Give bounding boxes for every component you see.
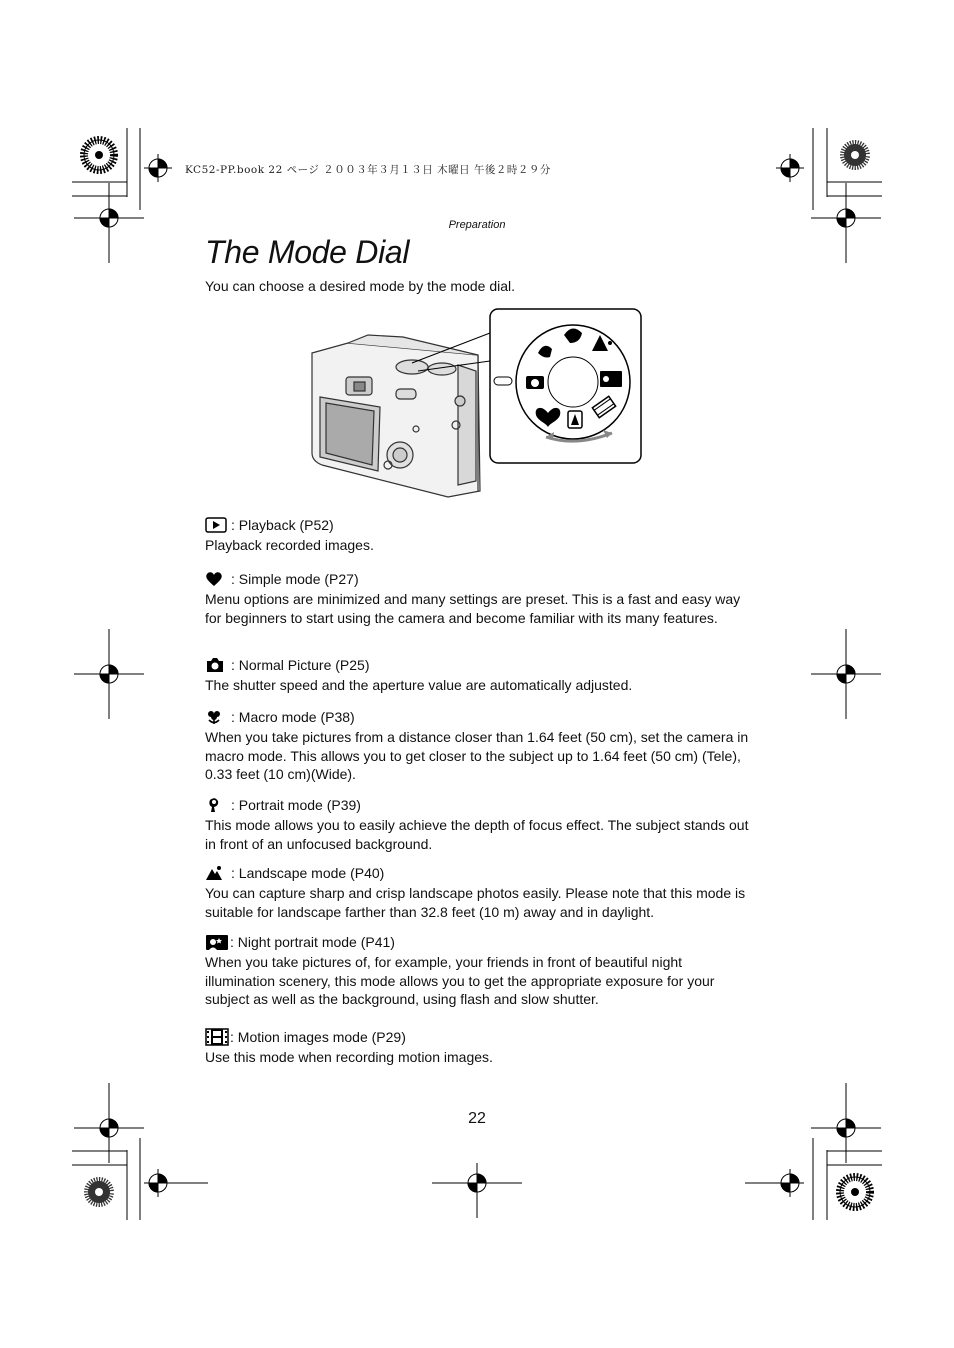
mode-heading: : Landscape mode (P40) [231,864,385,881]
macro-flower-icon [205,708,227,726]
camera-icon [205,656,227,674]
print-header: KC52-PP.book 22 ページ ２００３年３月１３日 木曜日 午後２時２９分 [185,164,551,176]
section-label: Preparation [448,219,506,231]
landscape-mountain-icon [205,864,227,882]
film-motion-icon [205,1028,229,1046]
mode-heading: : Simple mode (P27) [231,570,359,587]
mode-description: This mode allows you to easily achieve the depth of focus effect. The subject stands out in front of an unfocused background. [205,817,749,852]
mode-description: When you take pictures from a distance closer than 1.64 feet (50 cm), set the camera in macro mode. This allows you to get closer to the subject up to 1.64 feet (50 cm) (Tele), 0.33 feet (10 cm)(Wide). [205,729,749,782]
mode-description: Use this mode when recording motion images. [205,1049,493,1065]
mode-item-simple [205,569,755,627]
mode-description: Menu options are minimized and many settings are preset. This is a fast and easy way for beginners to start using the camera and become familiar with its many features. [205,591,741,626]
mode-item-night-portrait [205,932,755,1009]
page-number: 22 [468,1110,486,1127]
mode-item-portrait [205,795,755,853]
mode-item-motion-images [205,1027,755,1067]
mode-heading: : Portrait mode (P39) [231,796,361,813]
page-title: The Mode Dial [205,234,410,270]
mode-item-normal-picture [205,655,755,695]
mode-heading: : Normal Picture (P25) [231,656,370,673]
mode-description: The shutter speed and the aperture value are automatically adjusted. [205,677,633,693]
heart-icon [205,570,227,588]
mode-heading: : Playback (P52) [231,516,334,533]
mode-item-macro [205,707,755,784]
mode-item-landscape [205,863,755,921]
mode-heading: : Macro mode (P38) [231,708,355,725]
mode-heading: : Motion images mode (P29) [230,1028,406,1045]
mode-description: You can capture sharp and crisp landscape photos easily. Please note that this mode is suitable for landscape farther than 32.8 feet (10 m) away and in daylight. [205,885,746,920]
mode-description: Playback recorded images. [205,537,374,553]
camera-mode-dial-illustration [308,305,648,505]
portrait-icon [205,796,227,814]
mode-description: When you take pictures of, for example, your friends in front of beautiful night illumination scenery, this mode allows you to get the appropriate exposure for your subject as well as the background, using flash and slow shutter. [205,954,715,1007]
playback-icon [205,516,227,534]
mode-heading: : Night portrait mode (P41) [230,933,395,950]
intro-text: You can choose a desired mode by the mode dial. [205,278,516,294]
night-portrait-icon [205,933,229,951]
mode-item-playback [205,515,755,555]
